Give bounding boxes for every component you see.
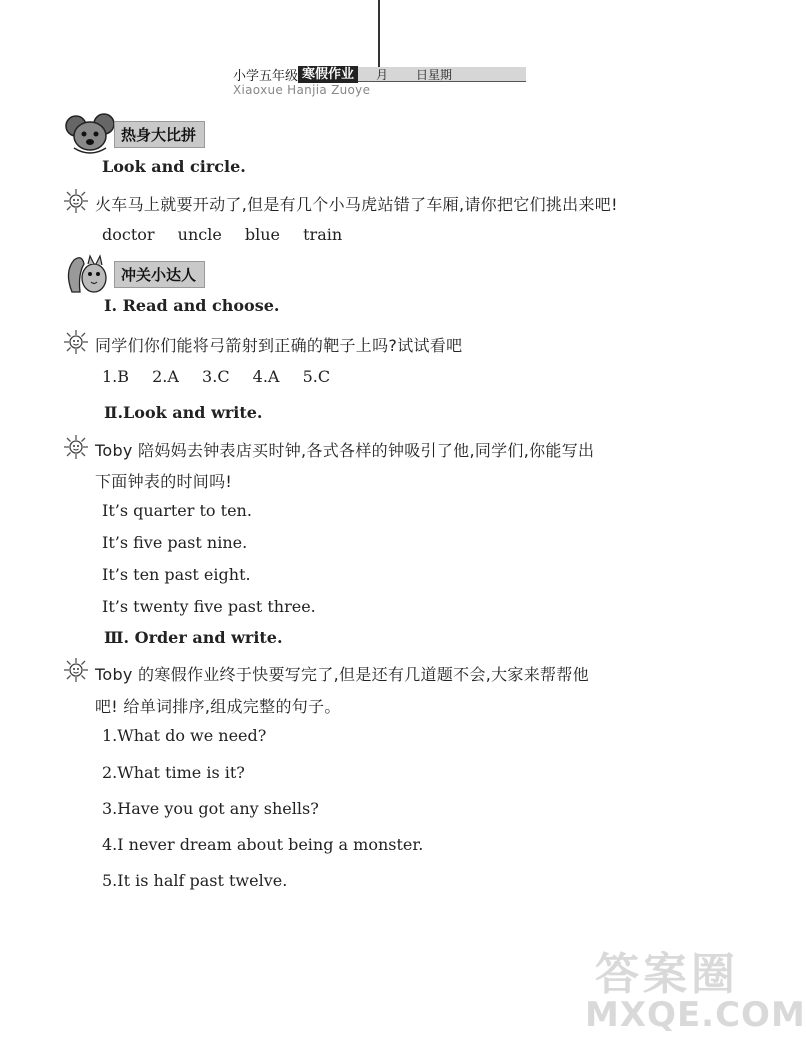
watermark-url: MXQE.COM — [585, 995, 806, 1035]
word-item: doctor — [102, 225, 155, 244]
section-challenge-title — [64, 252, 205, 296]
part1-answer-list — [102, 367, 348, 386]
part3-instruction-line2: 吧! 给单词排序,组成完整的句子。 — [95, 697, 341, 716]
word-item: train — [303, 225, 343, 244]
section-warmup-label: 热身大比拼 — [114, 121, 205, 148]
koala-icon — [64, 112, 120, 156]
part3-answer-item: 4.I never dream about being a monster. — [102, 835, 424, 854]
part1-heading: Ⅰ. Read and choose. — [104, 296, 280, 315]
part3-heading: Ⅲ. Order and write. — [104, 628, 283, 647]
part3-answer-item: 3.Have you got any shells? — [102, 799, 319, 818]
section1-instruction: 火车马上就要开动了,但是有几个小马虎站错了车厢,请你把它们挑出来吧! — [95, 195, 618, 214]
answer-item: 3.C — [202, 367, 230, 386]
header-grade: 小学五年级 — [233, 69, 299, 84]
part2-instruction-line1: Toby 陪妈妈去钟表店买时钟,各式各样的钟吸引了他,同学们,你能写出 — [95, 441, 595, 460]
page-header — [233, 66, 526, 83]
section-challenge-label: 冲关小达人 — [114, 261, 205, 288]
part3-answer-item: 5.It is half past twelve. — [102, 871, 288, 890]
part2-heading: Ⅱ.Look and write. — [104, 403, 263, 422]
section-warmup-title — [64, 112, 205, 156]
header-divider-line — [378, 0, 380, 72]
answer-item: 4.A — [252, 367, 280, 386]
answer-item: 2.A — [152, 367, 179, 386]
sun-icon — [64, 330, 88, 358]
sun-icon — [64, 435, 88, 463]
answer-item: 1.B — [102, 367, 130, 386]
squirrel-icon — [64, 252, 120, 296]
answer-item: 5.C — [302, 367, 331, 386]
part2-answer-item: It’s ten past eight. — [102, 565, 251, 584]
section1-word-list — [102, 225, 360, 244]
header-month: 月 — [376, 67, 389, 82]
header-date — [358, 67, 526, 82]
part2-answer-item: It’s quarter to ten. — [102, 501, 252, 520]
part3-instruction-line1: Toby 的寒假作业终于快要写完了,但是还有几道题不会,大家来帮帮他 — [95, 665, 589, 684]
section1-heading: Look and circle. — [102, 157, 246, 176]
header-title: 寒假作业 — [298, 66, 358, 83]
word-item: blue — [244, 225, 281, 244]
sun-icon — [64, 658, 88, 686]
watermark-logo: 答案圈 — [595, 949, 739, 1000]
part3-answer-item: 1.What do we need? — [102, 726, 267, 745]
header-pinyin: Xiaoxue Hanjia Zuoye — [233, 83, 371, 97]
part1-instruction: 同学们你们能将弓箭射到正确的靶子上吗?试试看吧 — [95, 336, 463, 355]
part3-answer-item: 2.What time is it? — [102, 763, 245, 782]
header-day-week: 日星期 — [416, 67, 453, 82]
word-item: uncle — [177, 225, 222, 244]
sun-icon — [64, 189, 88, 217]
part2-answer-item: It’s twenty five past three. — [102, 597, 316, 616]
part2-answer-item: It’s five past nine. — [102, 533, 248, 552]
part2-instruction-line2: 下面钟表的时间吗! — [95, 472, 233, 491]
